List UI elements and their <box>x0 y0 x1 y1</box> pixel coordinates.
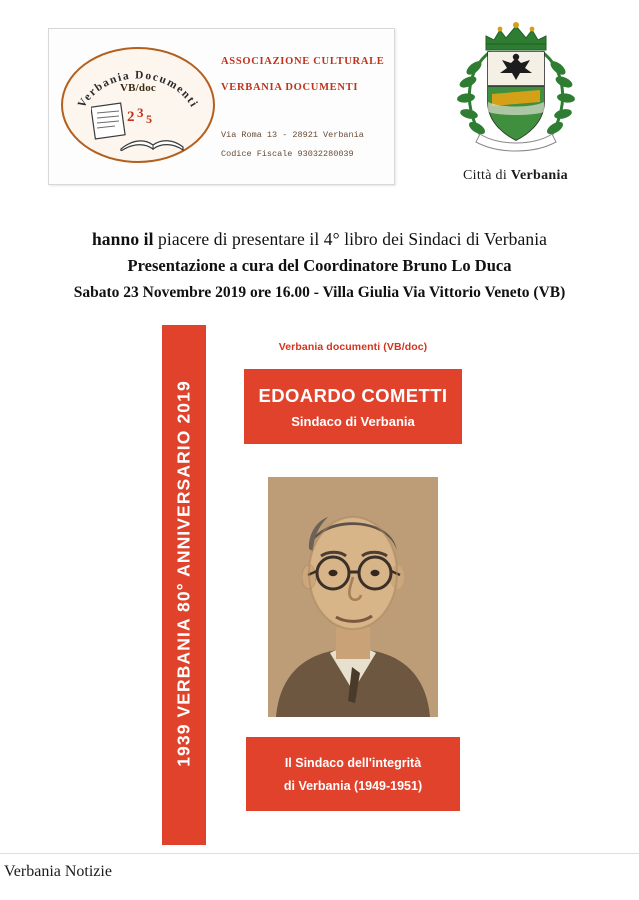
association-title-line1: ASSOCIAZIONE CULTURALE <box>221 56 385 67</box>
header-band <box>0 0 639 210</box>
invitation-line-1 <box>0 226 639 252</box>
association-contact-block <box>221 126 396 164</box>
invitation-line-1-bold: hanno il <box>91 229 154 249</box>
logo-arc-label: Verbania Documenti <box>75 69 201 111</box>
invitation-line-3: Sabato 23 Novembre 2019 ore 16.00 - Villa Giulia Via Vittorio Veneto (VB) <box>73 284 566 301</box>
city-crest-block <box>428 16 603 201</box>
invitation-line-2: Presentazione a cura del Coordinatore Bruno Lo Duca <box>127 256 512 275</box>
association-address: Via Roma 13 - 28921 Verbania <box>221 130 364 140</box>
association-title <box>221 53 386 96</box>
poster-spine-label: 1939 VERBANIA 80° ANNIVERSARIO 2019 <box>173 380 194 767</box>
poster-title-name: EDOARDO COMETTI <box>258 384 448 406</box>
poster-caption-box <box>246 737 460 811</box>
poster-body <box>206 325 500 845</box>
invitation-line-1-rest: piacere di presentare il 4° libro dei Sindaci di Verbania <box>153 229 548 249</box>
poster-spine <box>162 325 206 845</box>
books-and-documents-icon <box>91 99 186 151</box>
logo-subtitle: VB/doc <box>119 82 157 94</box>
crest-caption-strong: Verbania <box>510 168 568 183</box>
city-crest-icon <box>446 16 586 166</box>
portrait-photo <box>268 477 438 717</box>
poster-caption-line-2: di Verbania (1949-1951) <box>283 778 423 793</box>
portrait-illustration <box>268 477 438 717</box>
footer-bar <box>0 853 639 900</box>
poster-title-role: Sindaco di Verbania <box>291 413 415 429</box>
crown-icon <box>486 22 546 50</box>
poster-caption-line-1: Il Sindaco dell'integrità <box>284 755 422 770</box>
invitation-text-block <box>0 226 639 306</box>
svg-text:5: 5 <box>146 112 152 126</box>
poster-title-box <box>244 369 462 444</box>
book-cover-poster <box>140 325 500 845</box>
svg-text:2: 2 <box>127 109 135 125</box>
city-crest-caption <box>428 168 603 184</box>
source-label: Verbania Notizie <box>4 863 112 880</box>
association-title-line2: VERBANIA DOCUMENTI <box>221 82 359 93</box>
association-logo <box>61 47 215 163</box>
association-fiscal-code: Codice Fiscale 93032280039 <box>221 149 354 159</box>
crest-caption-prefix: Città di <box>463 168 511 183</box>
association-card <box>48 28 395 185</box>
svg-text:3: 3 <box>137 105 144 120</box>
poster-kicker: Verbania documenti (VB/doc) <box>278 341 428 353</box>
